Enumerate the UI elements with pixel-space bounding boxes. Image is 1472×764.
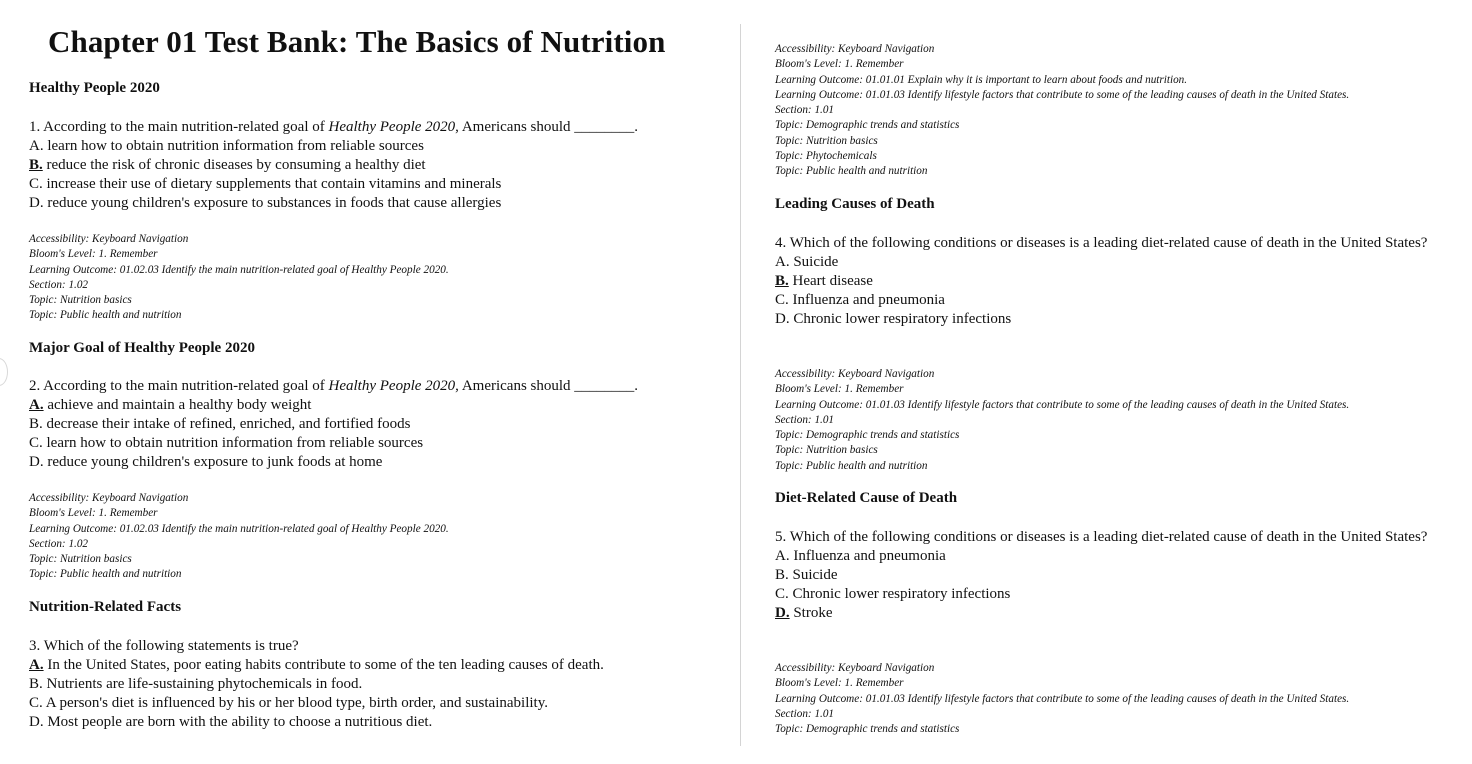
left-q2-options-1: decrease their intake of refined, enriched, and fortified foods: [42, 416, 411, 432]
question-3-stem: 3. Which of the following statements is true?: [29, 638, 299, 654]
left-q1-options-1: reduce the risk of chronic diseases by consuming a healthy diet: [42, 157, 426, 173]
correct-answer-marker: B.: [29, 157, 43, 173]
question-3-option-d: [29, 713, 604, 732]
right-meta5-2: Learning Outcome: 01.01.03 Identify lifestyle factors that contribute to some of the leading causes of death in the United States.: [775, 692, 1350, 705]
question-2-stem: [29, 377, 638, 396]
left-meta1-2: Learning Outcome: 01.02.03 Identify the main nutrition-related goal of Healthy People 2020.: [29, 263, 449, 276]
question-4-metadata: [775, 367, 1349, 474]
right-meta3-3: Learning Outcome: 01.01.03 Identify lifestyle factors that contribute to some of the leading causes of death in the United States.: [775, 88, 1350, 101]
right-q4-options-2: Influenza and pneumonia: [788, 292, 945, 308]
question-3-metadata: [775, 42, 1349, 180]
correct-answer-marker: B.: [775, 273, 789, 289]
question-3-option-a: [29, 656, 604, 675]
left-meta1-4: Topic: Nutrition basics: [29, 294, 132, 307]
question-5-option-c: [775, 585, 1435, 604]
section-heading-leading-causes: Leading Causes of Death: [775, 196, 935, 212]
right-meta4-1: Bloom's Level: 1. Remember: [775, 383, 904, 396]
question-3-option-b: [29, 675, 604, 694]
correct-answer-marker: A.: [29, 657, 44, 673]
left-q3-options-1: Nutrients are life-sustaining phytochemicals in food.: [42, 676, 363, 692]
left-meta1-5: Topic: Public health and nutrition: [29, 309, 182, 322]
question-1-stem: [29, 118, 638, 137]
question-4-option-c: [775, 291, 1435, 310]
right-meta3-4: Section: 1.01: [775, 104, 835, 117]
section-heading-nutrition-facts: Nutrition-Related Facts: [29, 599, 182, 615]
section-heading-healthy-people: Healthy People 2020: [29, 80, 160, 96]
left-meta1-1: Bloom's Level: 1. Remember: [29, 248, 158, 261]
right-q4-options-1: Heart disease: [788, 273, 873, 289]
left-meta1-0: Accessibility: Keyboard Navigation: [29, 233, 189, 245]
question-5: [775, 528, 1435, 623]
right-q4-letters-2: C.: [775, 292, 789, 308]
left-q2-letters-2: C.: [29, 435, 43, 451]
left-meta2-1: Bloom's Level: 1. Remember: [29, 507, 158, 520]
section-heading-major-goal: Major Goal of Healthy People 2020: [29, 340, 255, 356]
question-1-option-d: [29, 194, 638, 213]
question-1-option-a: [29, 137, 638, 156]
question-4-option-d: [775, 310, 1435, 329]
question-2-option-b: [29, 415, 638, 434]
right-meta5-3: Section: 1.01: [775, 707, 835, 720]
right-q4-letters-3: D.: [775, 311, 790, 327]
question-2-option-c: [29, 434, 638, 453]
left-q3-options-0: In the United States, poor eating habits contribute to some of the ten leading causes of death.: [43, 657, 604, 673]
question-4: [775, 234, 1435, 329]
left-q1-stem-pre: 1. According to the main nutrition-related goal of: [29, 119, 329, 135]
right-q5-options-3: Stroke: [789, 605, 833, 621]
left-q3-letters-2: C.: [29, 695, 43, 711]
question-1-metadata: [29, 232, 449, 324]
question-5-option-d: [775, 604, 1435, 623]
right-q5-letters-1: B.: [775, 567, 789, 583]
left-q2-stem-pre: 2. According to the main nutrition-related goal of: [29, 378, 329, 394]
left-q1-options-2: increase their use of dietary supplements that contain vitamins and minerals: [42, 176, 502, 192]
question-5-option-b: [775, 566, 1435, 585]
correct-answer-marker: A.: [29, 397, 44, 413]
right-meta3-6: Topic: Nutrition basics: [775, 134, 878, 147]
right-meta4-4: Topic: Demographic trends and statistics: [775, 429, 960, 442]
left-q2-stem-ital: Healthy People 2020: [328, 378, 456, 394]
right-meta4-2: Learning Outcome: 01.01.03 Identify lifestyle factors that contribute to some of the leading causes of death in the United States.: [775, 398, 1350, 411]
right-q4-options-3: Chronic lower respiratory infections: [789, 311, 1012, 327]
question-3: [29, 637, 604, 732]
right-q5-letters-2: C.: [775, 586, 789, 602]
right-meta3-0: Accessibility: Keyboard Navigation: [775, 43, 935, 55]
right-meta3-1: Bloom's Level: 1. Remember: [775, 58, 904, 71]
left-meta2-4: Topic: Nutrition basics: [29, 553, 132, 566]
question-5-stem: 5. Which of the following conditions or diseases is a leading diet-related cause of death in the United States?: [775, 529, 1428, 545]
right-meta3-7: Topic: Phytochemicals: [775, 150, 877, 163]
question-5-option-a: [775, 547, 1435, 566]
right-meta4-6: Topic: Public health and nutrition: [775, 459, 928, 472]
left-q2-letters-1: B.: [29, 416, 43, 432]
left-q2-options-0: achieve and maintain a healthy body weight: [43, 397, 312, 413]
left-q1-stem-post: , Americans should ________.: [455, 119, 639, 135]
right-meta3-5: Topic: Demographic trends and statistics: [775, 119, 960, 132]
left-q1-letters-3: D.: [29, 195, 44, 211]
right-q5-options-2: Chronic lower respiratory infections: [788, 586, 1011, 602]
left-q2-options-2: learn how to obtain nutrition information from reliable sources: [42, 435, 424, 451]
right-meta3-2: Learning Outcome: 01.01.01 Explain why it is important to learn about foods and nutrition.: [775, 73, 1188, 86]
left-q3-letters-3: D.: [29, 714, 44, 730]
left-q1-letters-0: A.: [29, 138, 44, 154]
page-title: Chapter 01 Test Bank: The Basics of Nutrition: [48, 24, 666, 59]
left-q3-letters-1: B.: [29, 676, 43, 692]
left-q1-letters-2: C.: [29, 176, 43, 192]
question-2-metadata: [29, 491, 449, 583]
question-3-option-c: [29, 694, 604, 713]
right-q5-letters-0: A.: [775, 548, 790, 564]
left-q1-options-3: reduce young children's exposure to substances in foods that cause allergies: [43, 195, 502, 211]
right-q5-options-0: Influenza and pneumonia: [789, 548, 946, 564]
right-meta4-0: Accessibility: Keyboard Navigation: [775, 368, 935, 380]
left-meta2-0: Accessibility: Keyboard Navigation: [29, 492, 189, 504]
left-q2-stem-post: , Americans should ________.: [455, 378, 639, 394]
correct-answer-marker: D.: [775, 605, 790, 621]
left-q3-options-3: Most people are born with the ability to choose a nutritious diet.: [43, 714, 433, 730]
question-2-option-a: [29, 396, 638, 415]
question-4-stem: 4. Which of the following conditions or diseases is a leading diet-related cause of death in the United States?: [775, 235, 1428, 251]
right-meta4-5: Topic: Nutrition basics: [775, 444, 878, 457]
left-q1-options-0: learn how to obtain nutrition information from reliable sources: [43, 138, 424, 154]
question-1: [29, 118, 638, 213]
left-q1-stem-ital: Healthy People 2020: [328, 119, 456, 135]
left-meta1-3: Section: 1.02: [29, 278, 89, 291]
right-meta5-4: Topic: Demographic trends and statistics: [775, 723, 960, 736]
left-q3-options-2: A person's diet is influenced by his or her blood type, birth order, and sustainability.: [42, 695, 548, 711]
right-meta5-1: Bloom's Level: 1. Remember: [775, 677, 904, 690]
question-4-option-b: [775, 272, 1435, 291]
left-meta2-5: Topic: Public health and nutrition: [29, 568, 182, 581]
right-q4-letters-0: A.: [775, 254, 790, 270]
right-meta4-3: Section: 1.01: [775, 413, 835, 426]
left-q2-options-3: reduce young children's exposure to junk foods at home: [43, 454, 383, 470]
question-2-option-d: [29, 453, 638, 472]
right-meta5-0: Accessibility: Keyboard Navigation: [775, 662, 935, 674]
right-q4-options-0: Suicide: [789, 254, 839, 270]
right-column: [741, 0, 1472, 764]
section-heading-diet-related: Diet-Related Cause of Death: [775, 490, 958, 506]
question-1-option-c: [29, 175, 638, 194]
question-4-option-a: [775, 253, 1435, 272]
left-meta2-2: Learning Outcome: 01.02.03 Identify the main nutrition-related goal of Healthy People 2020.: [29, 522, 449, 535]
question-5-metadata: [775, 661, 1349, 737]
left-meta2-3: Section: 1.02: [29, 537, 89, 550]
right-meta3-8: Topic: Public health and nutrition: [775, 165, 928, 178]
right-q5-options-1: Suicide: [788, 567, 838, 583]
question-2: [29, 377, 638, 472]
question-1-option-b: [29, 156, 638, 175]
left-q2-letters-3: D.: [29, 454, 44, 470]
